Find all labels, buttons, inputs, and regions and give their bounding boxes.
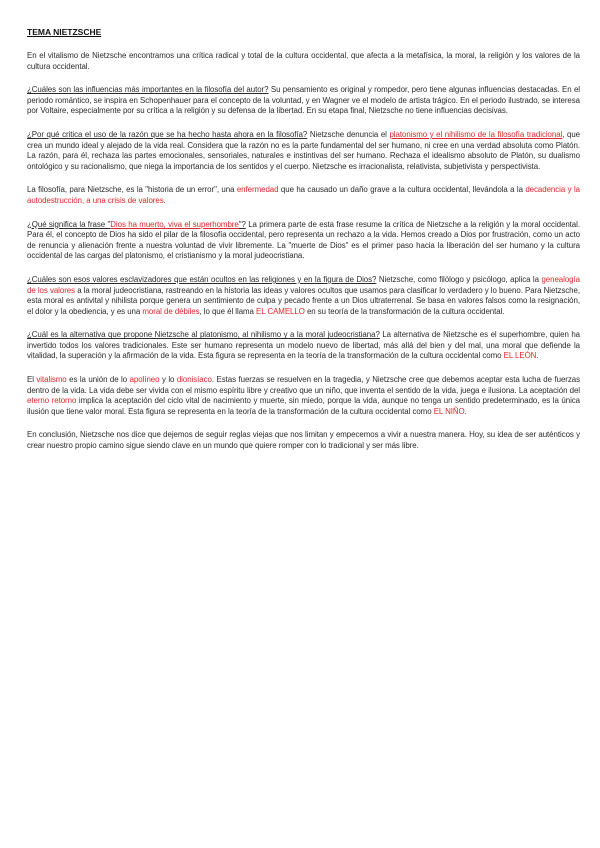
question-influences: ¿Cuáles son las influencias más importantes en la filosofía del autor? (27, 85, 269, 95)
paragraph-god-is-dead: ¿Qué significa la frase "Dios ha muerto, viva el superhombre"? La primera parte de esta frase resume la crítica de Nietzsche a la religión y la moral occidental. Para él, el concepto de Dios ha sido el pilar de la filosofía occidental, pero representa un rechazo a la vida. Hemos creado a Dios por frustración, como un acto de renuncia y alienación frente a nuestra voluntad de vivir libremente. La "muerte de Dios" es el primer paso hacia la liberación del ser humano y la cultura occidental de las cargas del platonismo, el cristianismo y la moral judeocristiana. (27, 219, 580, 261)
question-values: ¿Cuáles son esos valores esclavizadores que están ocultos en las religiones y en la figura de Dios? (27, 274, 377, 284)
highlight-moral-debiles: moral de débiles (142, 306, 200, 316)
highlight-dios-ha-muerto: Dios ha muerto, viva el superhombre (110, 219, 239, 229)
highlight-platonismo: platonismo y el nihilismo de la filosofía tradicional (389, 129, 563, 139)
highlight-nino: EL NIÑO (433, 406, 465, 416)
paragraph-superman: ¿Cuál es la alternativa que propone Nietzsche al platonismo, al nihilismo y a la moral judeocristiana? La alternativa de Nietzsche es el superhombre, quien ha invertido todos los valores tradicionales. Este ser humano representa un modelo nuevo de libertad, más allá del bien y del mal, una moral que defiende la vitalidad, la superación y la afirmación de la vida. Esta figura se representa en la teoría de la transformación de la cultura occidental como EL LEÓN. (27, 330, 580, 361)
highlight-decadencia: decadencia y la autodestrucción, a una crisis de valores (27, 185, 580, 205)
paragraph-philosophy-error: La filosofía, para Nietzsche, es la "historia de un error", una enfermedad que ha causado un daño grave a la cultura occidental, llevándola a la decadencia y la autodestrucción, a una crisis de valores. (27, 185, 580, 205)
paragraph-influences: ¿Cuáles son las influencias más importantes en la filosofía del autor? Su pensamiento es original y rompedor, pero tiene algunas influencias destacadas. En el periodo romántico, se inspira en Schopenhauer para el concepto de la voluntad, y en Wagner ve el modelo de artista trágico. En el periodo ilustrado, se interesa por Voltaire, especialmente por su crítica a la religión y su defensa de la libertad. En su etapa final, Nietzsche no tiene influencias decisivas. (27, 85, 580, 116)
paragraph-enslaving-values: ¿Cuáles son esos valores esclavizadores que están ocultos en las religiones y en la figura de Dios? Nietzsche, como filólogo y psicólogo, aplica la genealogía de los valores a la moral judeocristiana, rastreando en la historia las ideas y valores ocultos que usamos para clasificar lo verdadero y lo bueno. Para Nietzsche, esta moral es antivital y nihilista porque genera un sentimiento de culpa y pecado frente a un Dios ultraterrenal. Se basa en valores falsos como la resignación, el dolor y la obediencia, y es una moral de débiles, lo que él llama EL CAMELLO en su teoría de la transformación de la cultura occidental. (27, 274, 580, 316)
highlight-leon: EL LEÓN (503, 351, 537, 361)
highlight-vitalismo: vitalismo (36, 375, 67, 385)
document-title: TEMA NIETZSCHE (27, 27, 102, 37)
highlight-apolineo: apolíneo (129, 375, 160, 385)
highlight-genealogia: genealogía de los valores (27, 274, 580, 295)
highlight-eterno-retorno: eterno retorno (27, 396, 77, 406)
paragraph-reason-critique: ¿Por qué critica el uso de la razón que se ha hecho hasta ahora en la filosofía? Nietzsche denuncia el platonismo y el nihilismo de la filosofía tradicional, que crea un mundo ideal y alejado de la vida real. Considera que la razón no es la parte fundamental del ser humano, ni cree en una verdad absoluta como Platón. La razón, para él, rechaza las partes emocionales, sensoriales, naturales e instintivas del ser humano. Rechaza el idealismo absoluto de Platón, su dualismo ontológico y su racionalismo, que niega la importancia de los sentidos y el cuerpo. Nietzsche es irracionalista, relativista, subjetivista y perspectivista. (27, 129, 581, 171)
question-reason: ¿Por qué critica el uso de la razón que se ha hecho hasta ahora en la filosofía? (27, 129, 308, 139)
highlight-camello: EL CAMELLO (256, 306, 305, 316)
highlight-enfermedad: enfermedad (236, 185, 279, 195)
question-alternative: ¿Cuál es la alternativa que propone Nietzsche al platonismo, al nihilismo y a la moral judeocristiana? (27, 330, 380, 340)
highlight-dionisiaco: dionisíaco (176, 375, 212, 385)
paragraph-intro: En el vitalismo de Nietzsche encontramos una crítica radical y total de la cultura occidental, que afecta a la metafísica, la moral, la religión y los valores de la cultura occidental. (27, 51, 580, 71)
paragraph-vitalism: El vitalismo es la unión de lo apolíneo y lo dionisíaco. Estas fuerzas se resuelven en la tragedia, y Nietzsche cree que debemos aceptar esta lucha de fuerzas dentro de la vida. La vida debe ser vivida con el mismo espíritu libre y creativo que un niño, que inventa el sentido de la vida, juega e ilusiona. La aceptación del eterno retorno implica la aceptación del ciclo vital de nacimiento y muerte, sin miedo, porque la vida, aunque no tenga un sentido predeterminado, es la única ilusión que tiene valor moral. Esta figura se representa en la teoría de la transformación de la cultura occidental como EL NIÑO. (27, 375, 581, 416)
paragraph-conclusion: En conclusión, Nietzsche nos dice que dejemos de seguir reglas viejas que nos limitan y empecemos a vivir a nuestra manera. Hoy, su idea de ser auténticos y crear nuestro propio camino sigue siendo clave en un mundo que quiere romper con lo tradicional y ser más libre. (27, 430, 580, 451)
